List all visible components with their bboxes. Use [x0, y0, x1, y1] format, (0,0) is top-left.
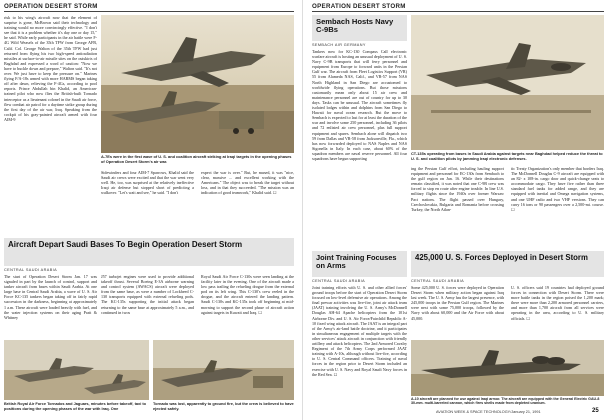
- page-number: 25: [592, 408, 599, 414]
- photo-ct135-caption: CT-135s operating from bases in Saudi Arabia against targets near Baghdad helped reduce the threat to U. S. and coalition pilots by jamming Iraqi electronic defenses.: [411, 151, 603, 161]
- headline-box-forces: [411, 251, 604, 277]
- headline-box-sembach: [312, 15, 407, 41]
- dateline-joint-training: CENTRAL SAUDI ARABIA: [312, 279, 366, 283]
- page-footer: AVIATION WEEK & SPACE TECHNOLOGY/January 21, 1991: [436, 410, 541, 414]
- dateline-sembach: SEMBACH AIR GERMANY: [312, 43, 366, 47]
- article-body-left-col3: expect the war is over." But, he mused, it was "nice, clear, massive ... and excellent working with the Americans." The object was to break the target without loss, and in that they succeeded. "The mission was an indication of good teamwork," Khalid said. ☐: [201, 170, 294, 196]
- article-aircraft-depart-col2: J57 turbojet engines were used to provide additional takeoff thrust. Several Boeing E-3A airborne warning and control system (AWACS) aircraft were deployed from the same base, as were a number of Lockheed C-130 transports equipped with external refueling pods. The KC-135s supporting the initial attack began returning to the same base at approximately 5 a.m., and continued in twos: [101, 274, 194, 315]
- photo-a7e-aircraft: [101, 15, 294, 153]
- photo-tornados-caption: British Royal Air Force Tornados and Jaguars, minutes before takeoff, taxi to positions during the opening phases of the war with Iraq. One: [4, 401, 147, 411]
- photo-jaguars-image: [153, 340, 294, 400]
- article-body-left-col1: risk to his wing's aircraft now that the element of surprise is gone, McBrown said their technology and training would no more convincingly effective. "I don't see that it is a problem whether it's day one or day 15," he said. While early participants in the air battle were F-4G Wild Weasels of the 35th TFW from George AFB, Calif. Col. George Walton of the 35th TFW had just returned from flying his two high-speed antiradiation missiles at surface-to-air missile sites on the outskirts of Baghdad and expressed a word of caution: "Now we have to buckle down and prepare," Walton said. "It's not over. We just have to keep the pressure on." Marines flying F/A-18s armed with more HARMS began taking off after dawn, relieving the F-4Gs, according to pool reports. Prince Abdullah bin Khalid, an American-trained pilot who now flies the British-built Tornado interceptor as a lieutenant colonel in the Saudi air force, flew combat air patrol for a daytime strike group during the first day of the air war, Iraq. Speaking from the cockpit of his gray-painted aircraft armed with four AIM-9: [4, 15, 97, 122]
- photo-jaguars-taxi: [153, 340, 294, 400]
- photo-a7e-image: [101, 15, 294, 153]
- photo-a10-caption: A-10 aircraft are planned for use against Iraqi armor. The aircraft are equipped with the General Electric GAU-8 30-mm. multi-barreled cannon, which fires shells made from depleted uranium.: [411, 397, 600, 406]
- article-joint-training-body: Joint training efforts with U. S. and other allied forces' ground troops before the start of Operation Desert Storm focused on low-level defensive air operations. Among the final prewar activities was live-fire, joint air attack team (JAAT) training involving the U. S. Army's McDonnell Douglas AH-64 Apache helicopters from the 101st Airborne Div. and U. S. Air Force/Fairchild Republic A-10 fixed wing attack aircraft. The JAAT is an integral part of the Army's air-land battle doctrine, and it participates in simultaneous engagement of multiple targets with the other services' attack aircraft in conjunction with friendly artillery and attack helicopters. The 2nd Armored Cavalry Regiment of the 7th Army Corps performed JAAT training with A-10s, although without live-fire, according to U. S. Central Command officers. Training of naval forces in the region prior to Desert Storm included an exercise with U. S. Navy and Royal Saudi Navy forces in the Red Sea. ☐: [312, 285, 407, 377]
- article-forces-col2: U. S. officers said 19 countries had deployed ground forces in connection with Desert Storm. There were more battle tanks in the region poised the 1,200 mark; there were more than 2,200 armored personnel carriers, and more than 1,700 aircraft from all services were operating in the area, according to U. S. military officials. ☐: [511, 285, 604, 321]
- dateline-forces: CENTRAL SAUDI ARABIA: [411, 279, 465, 283]
- article-forces-col1: Some 425,000 U. S. forces were deployed in Operation Desert Storm when military action began against Iraq last week. The U. S. Army has the largest presence, with 245,000 troops in the Persian Gulf region. The Marines were next with some 75,000 troops, followed by the Navy with about 60,000 and the Air Force with about 45,000.: [411, 285, 504, 321]
- article-sembach-col3: tic Treaty Organization's only member that borders Iraq. The McDonnell Douglas C-9 aircraft are equipped with an 82- x 108-in. cargo door and quick-change seats to accommodate cargo. They have five rather than three standard fuel tanks for added range, and they are equipped with inertial and Omega navigation systems, and one UHF radio and two VHF versions. They can carry 16 tons or 90 passengers over a 2,500-mi. course. ☐: [511, 166, 604, 212]
- headline-box-joint-training: [312, 251, 407, 277]
- photo-tornados-taxi: [4, 340, 149, 400]
- article-sembach-col1: Tankers now for KC-130 Compass Call electronic warfare aircraft is hosting an unusual deployment of U. S. Navy C-9B transports that will ferry personnel and equipment from Europe to forward units in the Persian Gulf war. The aircraft from Fleet Logistics Support (VR) 55 from Alameda NAS, Calif., and VR-57 from NAS North Highland in San Diego are accustomed to worldwide flying operations. But those missions customarily mean only about 15 air crew and maintenance personnel are out of country for up to 30 days. Tasks can be unusual. The aircraft sometimes fly isolated lodges within and dolphins from San Diego to Hawaii for naval ocean research. But the move to Sembach is expected to last for at least the duration of the war and involve some 250 personnel, including 36 pilots and 72 enlisted air crew personnel, plus full support equipment and spares. Sembach alone will dispatch two 59 from Dallas and VR-58 from Jacksonville, Fla., which has now forwarded deployed to NAS Naples and NAS Sigonella in Italy. In each case, about 60% of the squadron members are naval reserve personnel. All four squadrons have begun supporting: [312, 49, 407, 161]
- page-gutter: [302, 0, 303, 420]
- headline-box-aircraft-depart: [4, 238, 294, 266]
- photo-a7e-caption: A-7Es were in the first wave of U. S. and coalition aircraft striking at Iraqi targets in the opening phases of Operation Desert Storm's air war.: [101, 154, 292, 164]
- photo-tornados-image: [4, 340, 149, 400]
- running-head-right: OPERATION DESERT STORM: [312, 3, 406, 10]
- headline-joint-training: Joint Training Focuses on Arms: [316, 253, 397, 270]
- photo-ct135-aircraft: [411, 15, 604, 150]
- article-aircraft-depart-col1: The start of Operation Desert Storm Jan. 17 was signaled in part by the launch of control, support and tanker aircraft from bases within Saudi Arabia. At one large base in Central Saudi Arabia, a wave of U. S. Air Force KC-135 tankers began taking off in fairly rapid succession in the darkness, beginning at approximately 1 a.m. These aircraft were loaded heavily with fuel, and the water injection systems on their aging Pratt & Whitney: [4, 274, 97, 320]
- headline-sembach: Sembach Hosts Navy C-9Bs: [316, 17, 394, 35]
- running-head-left: OPERATION DESERT STORM: [4, 3, 98, 10]
- photo-jaguars-caption: Tornado was lost, apparently to ground fire, but the crew is believed to have ejected safely.: [153, 401, 294, 411]
- top-rule-right: [312, 11, 604, 12]
- photo-a10-image: [411, 340, 604, 396]
- article-aircraft-depart-col3: Royal Saudi Air Force C-130s were seen landing at the facility later in the evening. One of the aircraft made a low pass trailing the refueling drogue from the external pod on its left wing. This C-130's crew reeled in the drogue, and the aircraft entered the landing pattern. Saudi C-130s and KC-135s took off beginning at mid-morning to support the second phase of aircraft action against targets in Kuwait and Iraq. ☐: [201, 274, 294, 315]
- photo-ct135-image: [411, 15, 604, 150]
- photo-a10-aircraft: [411, 340, 604, 396]
- headline-forces: 425,000 U. S. Forces Deployed in Desert Storm: [415, 253, 588, 262]
- dateline-aircraft-depart: CENTRAL SAUDI ARABIA: [4, 268, 58, 272]
- headline-aircraft-depart: Aircraft Depart Saudi Bases To Begin Operation Desert Storm: [8, 240, 243, 249]
- top-rule-left: [4, 11, 294, 12]
- article-sembach-col2: ing the Persian Gulf effort, including hauling support equipment and personnel for EC-130s from Sembach to the gulf region on Jan. 16. While their destinations remain classified, it was noted that one C-9B crew was forced to stop en route after engine trouble. In line U.S. military flights since the 1940s over former Warsaw Pact nations. The flight passed over Hungary, Czechoslovakia, Bulgaria and Romania before crossing Turkey, the North Atlan-: [411, 166, 504, 212]
- article-body-left-col2: Sidewinders and four AIM-7 Sparrows, Khalid said the Saudi air crews were excited and that the war went very well. He, too, was surprised at the relatively ineffective Iraqi air defense but stopped short of predicting a walkover. "Let's wait and see," he said. "I don't: [101, 170, 194, 196]
